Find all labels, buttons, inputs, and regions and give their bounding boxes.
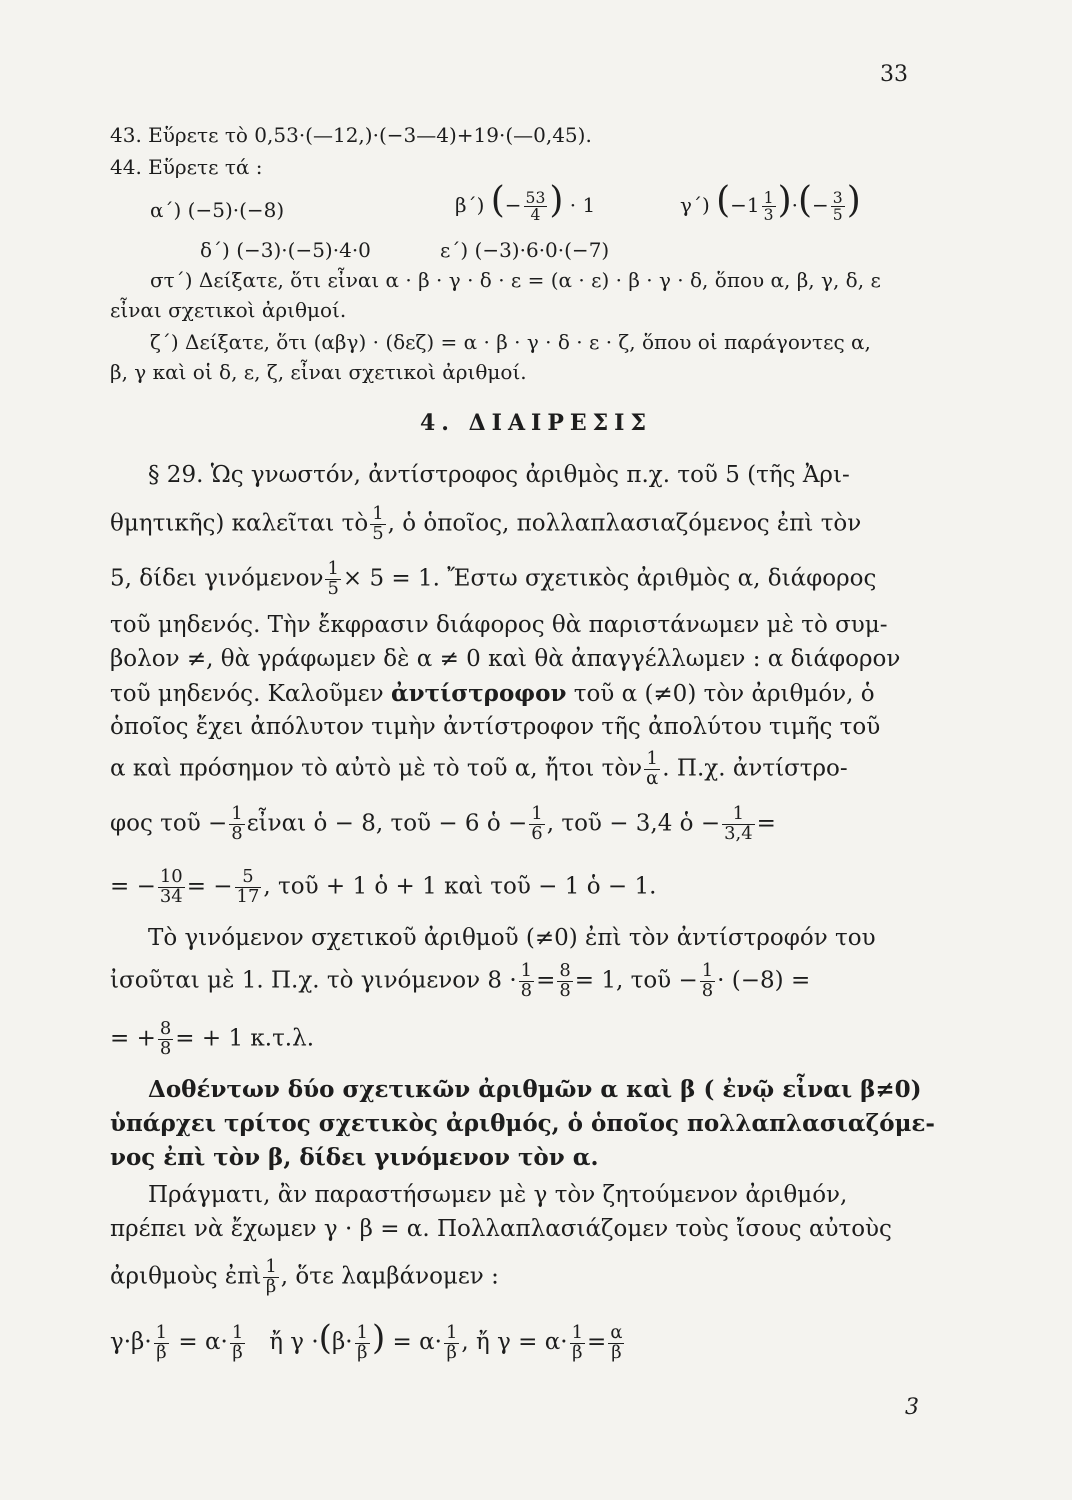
text: ἤ γ ·: [269, 1329, 319, 1355]
text: =: [587, 1329, 607, 1355]
text: εἶναι ὁ − 8, τοῦ − 6 ὁ −: [246, 810, 528, 837]
text: , ἤ γ = α·: [461, 1329, 568, 1355]
frac-den: 5: [832, 206, 843, 224]
frac-den: 3,4: [724, 822, 753, 844]
body-line-12: [110, 962, 810, 1001]
exercise-44z-1: ζ΄) Δείξατε, ὅτι (αβγ) · (δεζ) = α · β · γ · δ · ε · ζ, ὅπου οἱ παράγοντες α,: [150, 330, 871, 354]
body-line-13: [110, 1020, 314, 1059]
frac-num: 1: [265, 1256, 277, 1277]
term-antistrofon: ἀντίστροφον: [390, 680, 567, 707]
text: = α·: [178, 1329, 228, 1355]
exercise-44a: α΄) (−5)·(−8): [150, 198, 285, 222]
body-line-10: [110, 868, 656, 907]
theorem-line-1: Δοθέντων δύο σχετικῶν ἀριθμῶν α καὶ β ( ἐνῷ εἶναι β≠0): [148, 1076, 922, 1103]
text: = +: [110, 1025, 156, 1052]
body-line-2: [110, 505, 861, 544]
formula-line: γ·β· $\frac{1}{\beta}$ = α· $\frac{1}{\beta}$ ἤ γ ·(β· $\frac{1}{\beta}$ ) = α· $\frac{1}{\beta}$ , ἤ γ = α· $\frac{1}{\beta}$ = $\frac{\alpha}{\beta}$: [110, 1318, 623, 1363]
text: , ὁ ὁποῖος, πολλαπλασιαζόμενος ἐπὶ τὸν: [387, 510, 862, 537]
page-number: 33: [880, 62, 908, 87]
text: = −: [110, 873, 156, 900]
exercise-43: 43. Εὕρετε τὸ 0,53·(—12,)·(−3—4)+19·(—0,45).: [110, 123, 592, 147]
frac-den: 8: [159, 1037, 172, 1059]
frac-num: 1: [520, 960, 533, 981]
frac-num: 1: [155, 1321, 168, 1343]
text: ἀριθμοὺς ἐπὶ: [110, 1263, 262, 1290]
frac-den: 8: [559, 979, 571, 1001]
proof-line-1: Πράγματι, ἂν παραστήσωμεν μὲ γ τὸν ζητούμενον ἀριθμόν,: [148, 1182, 848, 1208]
text: ἰσοῦται μὲ 1. Π.χ. τὸ γινόμενον 8 ·: [110, 967, 517, 994]
body-line-11: Τὸ γινόμενον σχετικοῦ ἀριθμοῦ (≠0) ἐπὶ τὸν ἀντίστροφόν του: [148, 925, 876, 951]
frac-num: 1: [356, 1321, 368, 1343]
frac-den: 8: [701, 979, 714, 1001]
text: =: [536, 967, 556, 994]
text: = 1, τοῦ −: [574, 967, 698, 994]
frac-num: 1: [445, 1321, 458, 1343]
text: θμητικῆς) καλεῖται τὸ: [110, 510, 369, 537]
label: γ΄): [680, 193, 710, 217]
frac-num: 8: [159, 1018, 172, 1039]
frac-den: 17: [236, 885, 260, 907]
frac-den: β: [446, 1341, 457, 1363]
frac-den: β: [357, 1341, 368, 1363]
frac-den: 4: [530, 206, 541, 224]
text: τοῦ α (≠0) τὸν ἀριθμόν, ὁ: [566, 681, 875, 707]
frac-den: β: [156, 1341, 167, 1363]
body-line-4: τοῦ μηδενός. Τὴν ἔκφρασιν διάφορος θὰ παριστάνωμεν μὲ τὸ συμ-: [110, 612, 888, 638]
frac-den: 34: [159, 885, 183, 907]
frac-num: 10: [159, 866, 183, 887]
body-line-7: ὁποῖος ἔχει ἀπόλυτον τιμὴν ἀντίστροφον τῆς ἀπολύτου τιμῆς τοῦ: [110, 714, 881, 740]
exercise-44b: β΄) (− $\frac{53}{4}$ ) · 1: [455, 180, 596, 224]
frac-den: 3: [763, 206, 774, 224]
proof-line-2: πρέπει νὰ ἔχωμεν γ · β = α. Πολλαπλασιάζομεν τοὺς ἴσους αὐτοὺς: [110, 1216, 892, 1242]
frac-num: 1: [231, 803, 243, 824]
exercise-44: 44. Εὕρετε τά :: [110, 155, 263, 179]
frac-den: 5: [372, 522, 384, 544]
text: , ὅτε λαμβάνομεν :: [280, 1263, 499, 1290]
text: τοῦ μηδενός. Καλοῦμεν: [110, 681, 391, 707]
body-line-1: § 29. Ὡς γνωστόν, ἀντίστροφος ἀριθμὸς π.χ. τοῦ 5 (τῆς Ἀρι-: [148, 462, 850, 488]
theorem-line-2: ὑπάρχει τρίτος σχετικὸς ἀριθμός, ὁ ὁποῖος πολλαπλασιαζόμε-: [110, 1110, 935, 1137]
frac-den: β: [572, 1341, 583, 1363]
body-line-3: [110, 560, 876, 599]
frac-num: 53: [525, 188, 546, 207]
frac-den: β: [265, 1275, 277, 1297]
text: = α·: [392, 1329, 442, 1355]
body-line-6: [110, 680, 875, 707]
exercise-44z-2: β, γ καὶ οἱ δ, ε, ζ, εἶναι σχετικοὶ ἀριθμοί.: [110, 360, 527, 384]
section-heading: 4. ΔΙΑΙΡΕΣΙΣ: [419, 410, 653, 436]
frac-num: 1: [231, 1321, 244, 1343]
exercise-44st-1: στ΄) Δείξατε, ὅτι εἶναι α · β · γ · δ · ε = (α · ε) · β · γ · δ, ὅπου α, β, γ, δ, ε: [150, 268, 881, 292]
label: β΄): [455, 193, 485, 217]
text: = −: [186, 873, 233, 900]
exercise-44st-2: εἶναι σχετικοὶ ἀριθμοί.: [110, 298, 347, 322]
text: γ·β·: [110, 1329, 152, 1355]
theorem-line-3: νος ἐπὶ τὸν β, δίδει γινόμενον τὸν α.: [110, 1144, 599, 1171]
proof-line-3: [110, 1258, 499, 1297]
exercise-44d: δ΄) (−3)·(−5)·4·0: [200, 238, 371, 262]
tail: · 1: [569, 193, 596, 217]
frac-num: 3: [832, 188, 843, 207]
footer-mark: 3: [905, 1395, 919, 1420]
text: = + 1 κ.τ.λ.: [175, 1025, 314, 1052]
frac-num: 1: [722, 805, 755, 825]
body-line-9: [110, 805, 776, 844]
body-line-5: βολον ≠, θὰ γράφωμεν δὲ α ≠ 0 καὶ θὰ ἀπαγγέλλωμεν : α διάφορον: [110, 646, 901, 672]
text: φος τοῦ −: [110, 810, 228, 837]
frac-den: β: [611, 1341, 622, 1363]
frac-num: 1: [644, 750, 660, 770]
frac-den: β: [232, 1341, 243, 1363]
text: , τοῦ + 1 ὁ + 1 καὶ τοῦ − 1 ὁ − 1.: [263, 873, 657, 900]
frac-den: 5: [327, 577, 339, 599]
frac-den: 6: [531, 822, 543, 844]
text: · (−8) =: [717, 967, 811, 994]
text: =: [756, 810, 776, 837]
text: α καὶ πρόσημον τὸ αὐτὸ μὲ τὸ τοῦ α, ἤτοι τὸν: [110, 755, 643, 782]
frac-num: 1: [763, 188, 774, 207]
frac-den: 8: [520, 979, 533, 1001]
exercise-44e: ε΄) (−3)·6·0·(−7): [440, 238, 610, 262]
frac-num: 1: [372, 503, 384, 524]
text: 5, δίδει γινόμενον: [110, 565, 324, 592]
frac-num: 1: [571, 1321, 584, 1343]
text: . Π.χ. ἀντίστρο-: [662, 755, 848, 782]
text: , τοῦ − 3,4 ὁ −: [546, 810, 721, 837]
text: × 5 = 1. Ἔστω σχετικὸς ἀριθμὸς α, διάφορος: [342, 565, 877, 592]
frac-den: α: [646, 767, 659, 789]
frac-num: α: [610, 1321, 623, 1343]
frac-num: 1: [327, 558, 339, 579]
frac-den: 8: [231, 822, 243, 844]
frac-num: 8: [559, 960, 571, 981]
frac-num: 5: [235, 868, 262, 888]
exercise-44c: γ΄) (−1 $\frac{1}{3}$ )·(− $\frac{3}{5}$ ): [680, 180, 861, 224]
body-line-8: [110, 750, 848, 789]
frac-num: 1: [701, 960, 714, 981]
frac-num: 1: [531, 803, 543, 824]
